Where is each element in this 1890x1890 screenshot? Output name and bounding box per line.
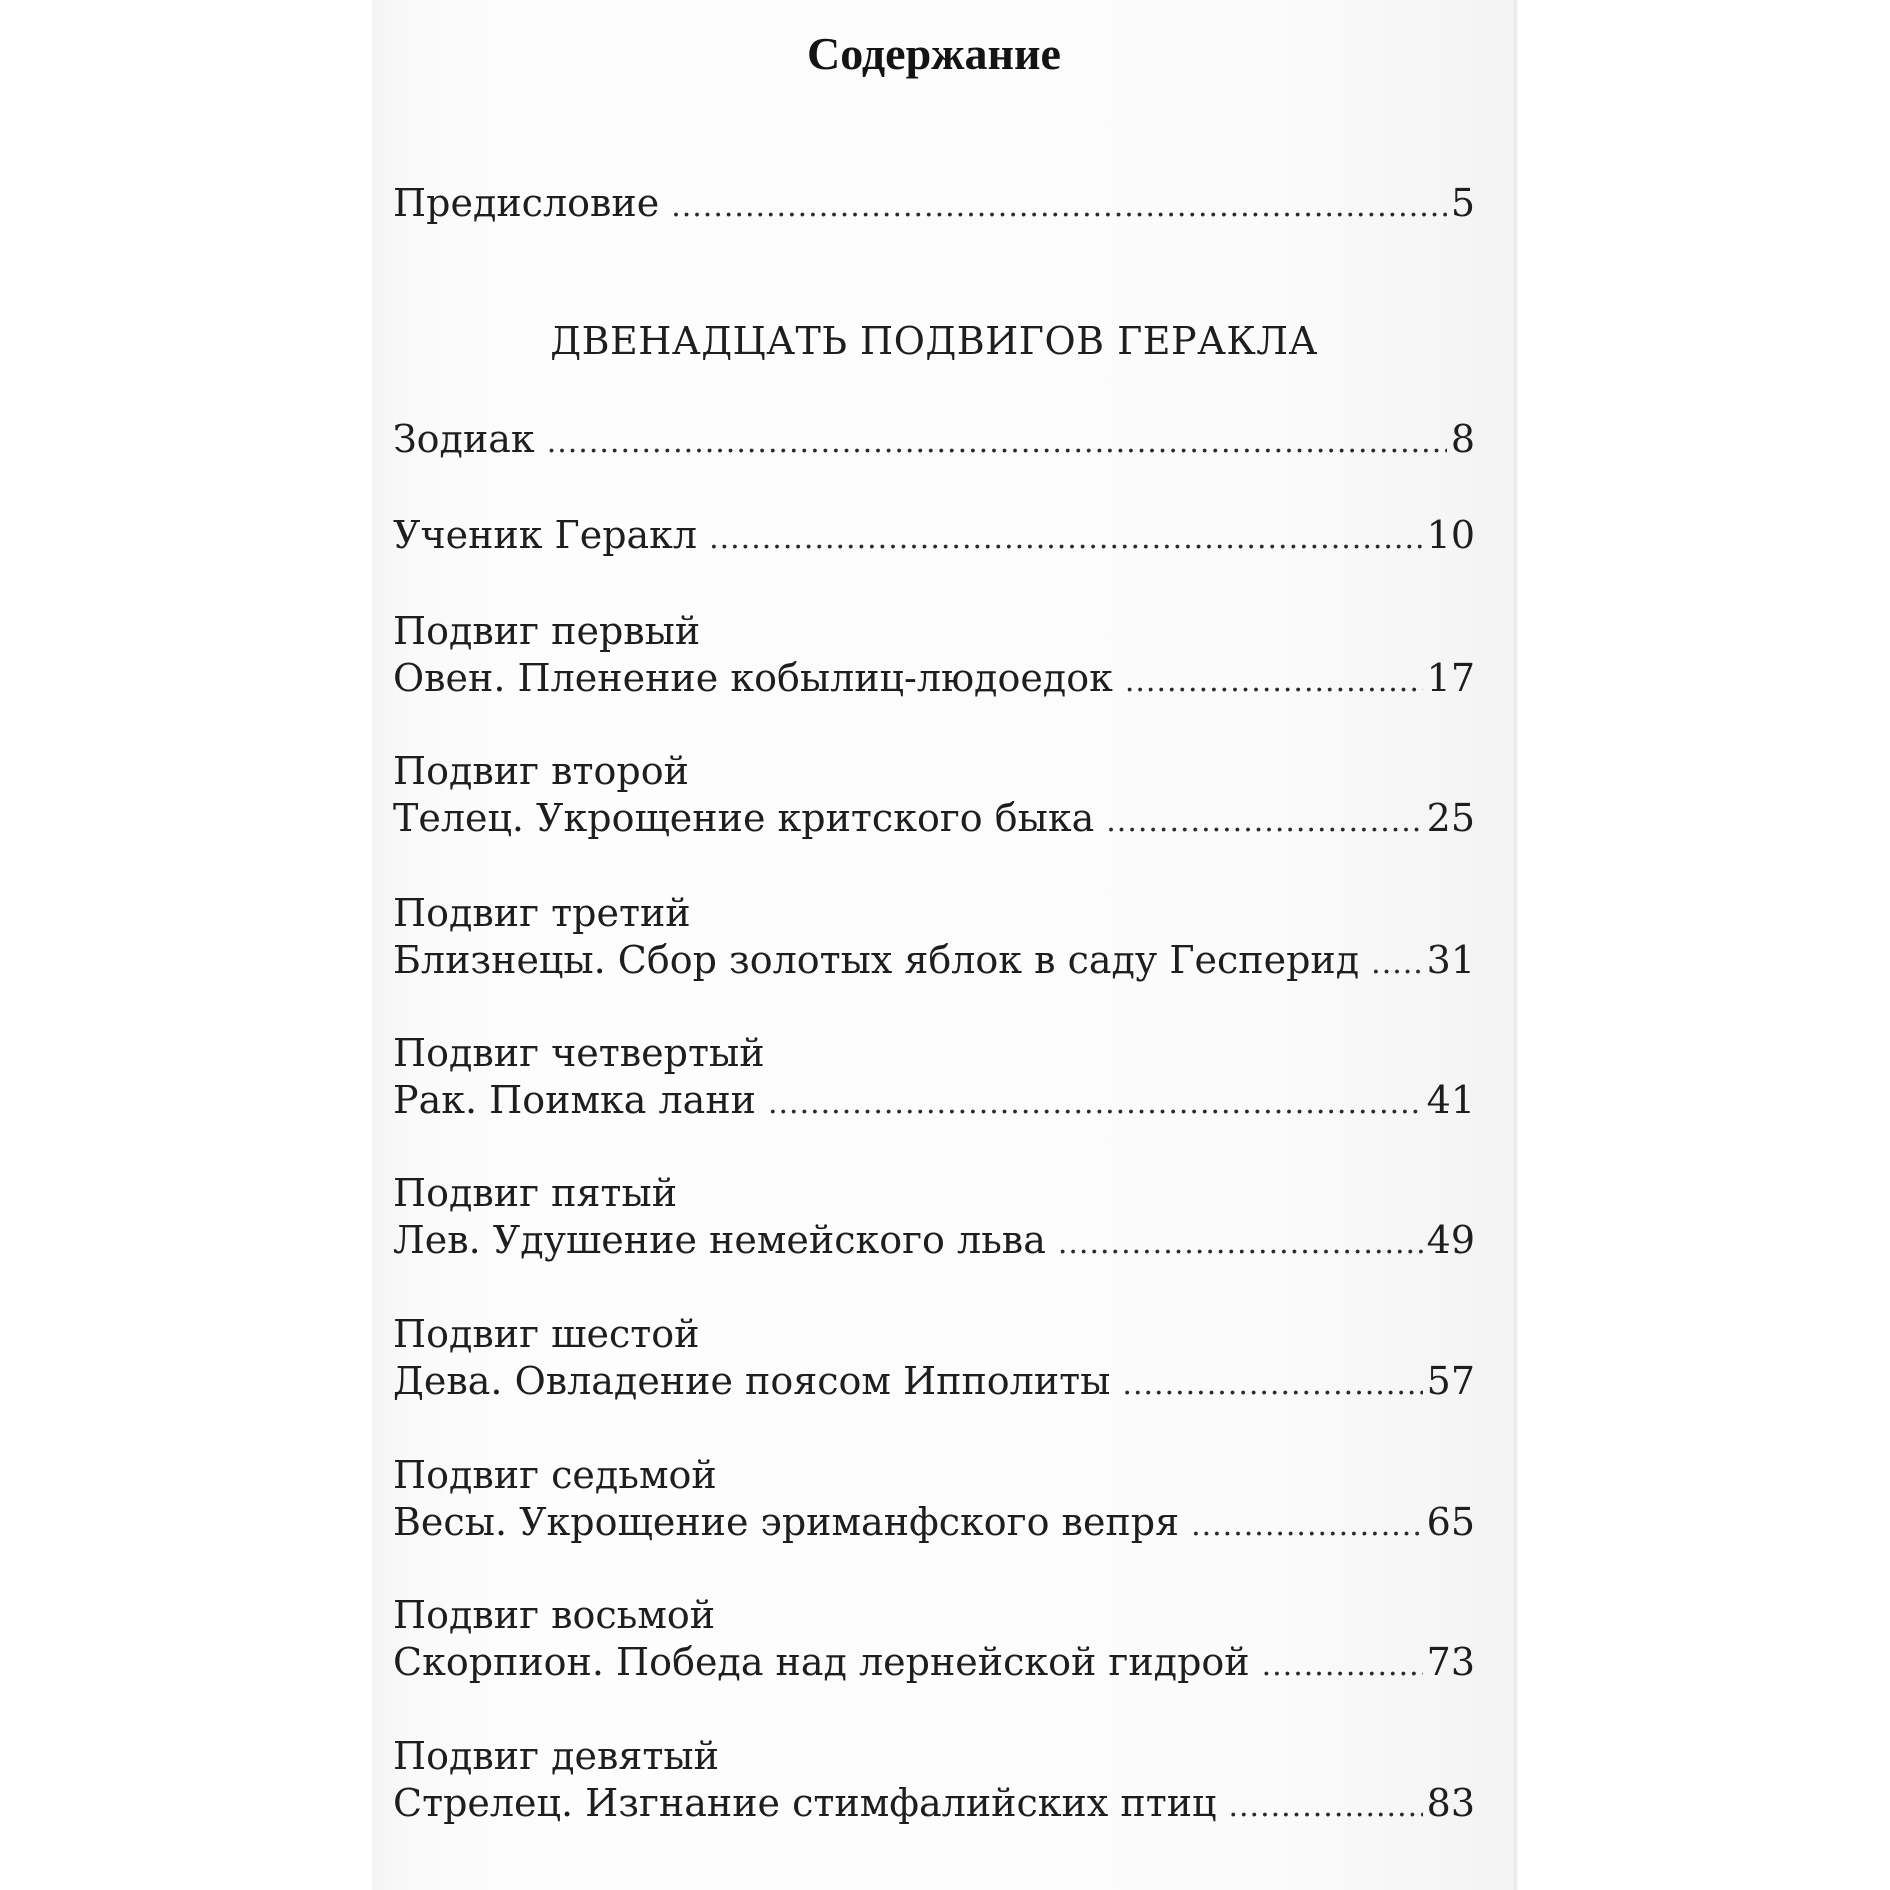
- table-of-contents: [393, 0, 1475, 1890]
- toc-entry-chapter-heading: Подвиг четвертый: [393, 1031, 765, 1075]
- toc-entry-chapter-heading: Подвиг восьмой: [393, 1593, 716, 1637]
- toc-page-number: 73: [1426, 1640, 1475, 1684]
- toc-entry-label: Овен. Пленение кобылиц-людоедок: [393, 656, 1113, 700]
- dot-leader: [1106, 798, 1422, 845]
- toc-entry-chapter-heading: Подвиг второй: [393, 749, 689, 793]
- toc-page-number: 83: [1426, 1781, 1475, 1825]
- toc-entry: [393, 1733, 1475, 1827]
- toc-entry: [393, 1170, 1475, 1264]
- dot-leader: [671, 183, 1447, 230]
- dot-leader: [1125, 658, 1423, 705]
- dot-leader: [1371, 940, 1422, 987]
- toc-page-number: 65: [1426, 1500, 1475, 1544]
- dot-leader: [1191, 1502, 1423, 1549]
- toc-entry-label: Предисловие: [393, 181, 660, 225]
- toc-page-number: 41: [1426, 1078, 1475, 1122]
- toc-entry: [393, 416, 1475, 463]
- toc-page-number: 17: [1426, 656, 1475, 700]
- toc-page-number: 25: [1426, 796, 1475, 840]
- dot-leader: [1262, 1642, 1423, 1689]
- toc-entry-chapter-heading: Подвиг третий: [393, 891, 691, 935]
- toc-page-number: 5: [1450, 181, 1475, 225]
- dot-leader: [768, 1080, 1423, 1127]
- toc-entry: [393, 1592, 1475, 1686]
- toc-entry-chapter-heading: Подвиг седьмой: [393, 1453, 717, 1497]
- toc-page-number: 8: [1450, 417, 1475, 461]
- toc-entry-label: Зодиак: [393, 417, 535, 461]
- toc-entry-preface: [393, 180, 1475, 227]
- toc-entry: [393, 748, 1475, 842]
- toc-entry-label: Ученик Геракл: [393, 513, 698, 557]
- dot-leader: [547, 419, 1447, 466]
- toc-entry-chapter-heading: Подвиг пятый: [393, 1171, 678, 1215]
- toc-page-number: 31: [1426, 938, 1475, 982]
- toc-page-number: 49: [1426, 1218, 1475, 1262]
- dot-leader: [1122, 1361, 1422, 1408]
- dot-leader: [1228, 1783, 1422, 1830]
- toc-entry: [393, 1030, 1475, 1124]
- dot-leader: [1058, 1220, 1423, 1267]
- page-title: Содержание: [807, 28, 1061, 79]
- section-heading: ДВЕНАДЦАТЬ ПОДВИГОВ ГЕРАКЛА: [550, 319, 1318, 363]
- toc-entry-label: Рак. Поимка лани: [393, 1078, 756, 1122]
- page-edge: [1514, 0, 1516, 1890]
- toc-entry-label: Близнецы. Сбор золотых яблок в саду Гесперид: [393, 938, 1360, 982]
- toc-entry: [393, 1311, 1475, 1405]
- toc-entry-label: Телец. Укрощение критского быка: [393, 796, 1095, 840]
- toc-entry-label: Дева. Овладение поясом Ипполиты: [393, 1359, 1111, 1403]
- toc-entry-chapter-heading: Подвиг девятый: [393, 1734, 719, 1778]
- toc-entry-chapter-heading: Подвиг первый: [393, 609, 701, 653]
- toc-entry: [393, 512, 1475, 559]
- toc-page-number: 10: [1426, 513, 1475, 557]
- toc-entry-chapter-heading: Подвиг шестой: [393, 1312, 700, 1356]
- toc-entry: [393, 1452, 1475, 1546]
- toc-page-number: 57: [1426, 1359, 1475, 1403]
- toc-entry-label: Скорпион. Победа над лернейской гидрой: [393, 1640, 1250, 1684]
- toc-entry-label: Лев. Удушение немейского льва: [393, 1218, 1046, 1262]
- dot-leader: [709, 515, 1423, 562]
- toc-entry: [393, 890, 1475, 984]
- toc-entry-label: Весы. Укрощение эриманфского вепря: [393, 1500, 1180, 1544]
- toc-entry-label: Стрелец. Изгнание стимфалийских птиц: [393, 1781, 1217, 1825]
- toc-entry: [393, 608, 1475, 702]
